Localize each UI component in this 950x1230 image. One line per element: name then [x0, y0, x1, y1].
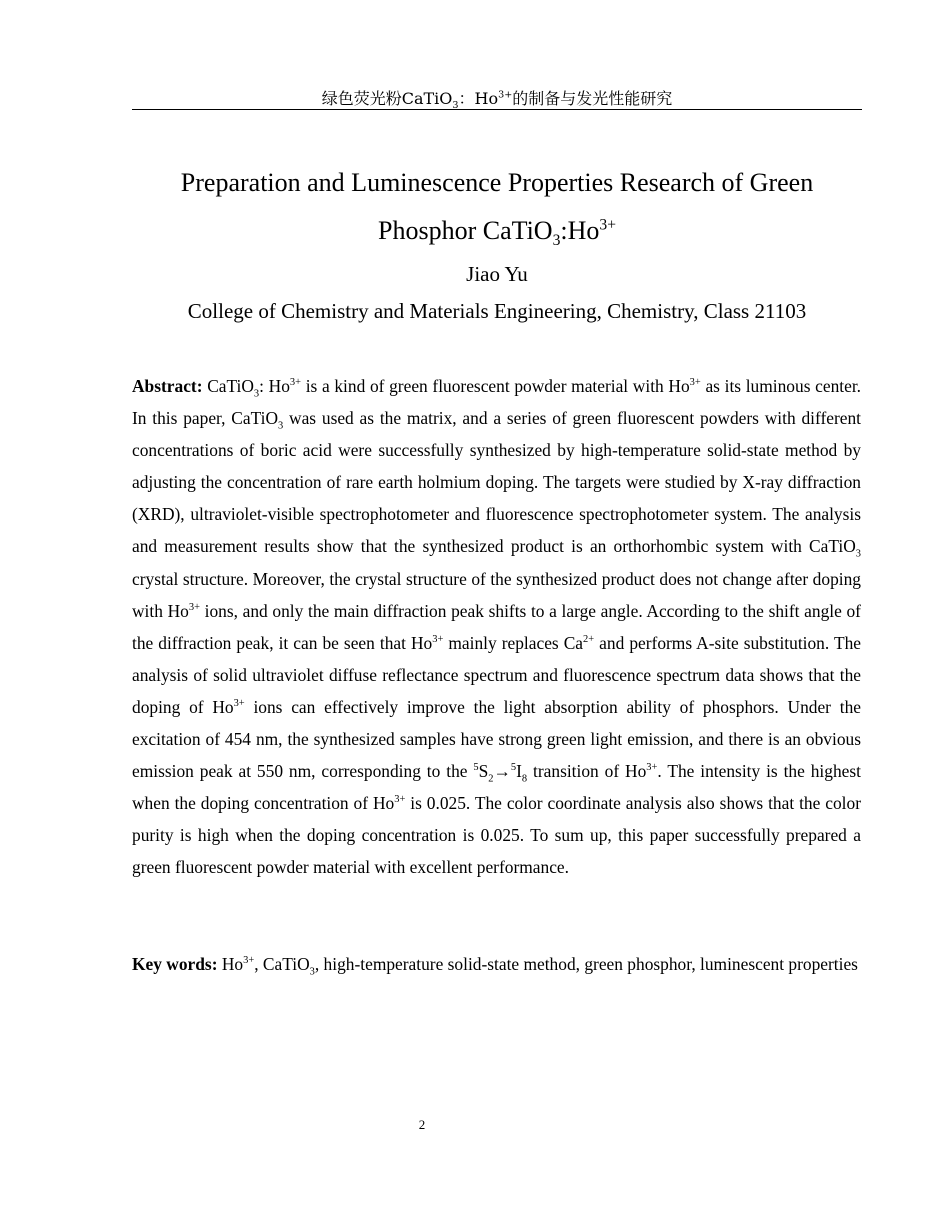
abstract-superscript: 3+ [289, 377, 302, 389]
header-text: ：Ho [458, 89, 499, 108]
keywords-label: Key words: [132, 954, 218, 974]
abstract-subscript: 3 [855, 548, 861, 560]
keywords-subscript: 3 [309, 966, 315, 978]
abstract-superscript: 3+ [188, 601, 200, 613]
running-header [132, 89, 862, 112]
term-symbol: S [478, 761, 489, 782]
affiliation: College of Chemistry and Materials Engineering, Chemistry, Class 21103 [187, 299, 807, 323]
header-subscript: 3 [452, 100, 459, 112]
abstract-subscript: 3 [253, 388, 260, 400]
abstract-superscript: 3+ [394, 794, 406, 806]
header-superscript: 3+ [498, 89, 513, 101]
header-rule [132, 109, 862, 110]
title-text: Phosphor CaTiO [378, 216, 553, 245]
term-subscript: 2 [488, 773, 494, 785]
page-number: 2 [418, 1117, 426, 1132]
author-name: Jiao Yu [466, 262, 528, 286]
abstract-text: is a kind of green fluorescent powder material with Ho [301, 376, 690, 396]
keywords-superscript: 3+ [243, 955, 255, 967]
abstract-paragraph [132, 370, 861, 884]
term-superscript: 5 [510, 762, 517, 774]
abstract-text: . The intensity is the highest when the doping concentration of Ho [132, 761, 861, 814]
abstract-text: mainly replaces Ca [443, 632, 584, 653]
abstract-text: is 0.025. The color coordinate analysis also shows that the color purity is high when the doping concentration is 0.025. To sum up, this paper successfully prepared a green fluorescent powder material with excellent performance. [132, 793, 861, 878]
keywords-text: , high-temperature solid-state method, green phosphor, luminescent properties [314, 954, 858, 974]
abstract-superscript: 3+ [233, 698, 245, 710]
abstract-text: was used as the matrix, and a series of green fluorescent powders with different concentrations of boric acid were successfully synthesized by high-temperature solid-state method by adjusting the concentration of rare earth holmium doping. The targets were studied by X-ray diffraction (XRD), ultraviolet-visible spectrophotometer and fluorescence spectrophotometer system. The analysis and measurement results show that the synthesized product is an orthorhombic system with CaTiO [132, 408, 861, 557]
abstract-text: transition of Ho [527, 761, 647, 782]
term-subscript: 8 [521, 773, 528, 785]
abstract-text: and performs A-site substitution. The analysis of solid ultraviolet diffuse reflectance spectrum and fluorescence spectrum data shows that the doping of Ho [132, 632, 861, 717]
keywords-paragraph [132, 948, 861, 980]
abstract-text: as its luminous center. In this paper, CaTiO [132, 376, 861, 429]
title-superscript: 3+ [599, 216, 616, 234]
abstract-label: Abstract: [132, 376, 203, 396]
abstract-text: : Ho [259, 376, 290, 396]
abstract-superscript: 3+ [689, 377, 701, 389]
keywords-text: Ho [217, 954, 244, 974]
arrow-symbol: → [493, 761, 511, 782]
paper-title [132, 159, 862, 255]
header-text: 的制备与发光性能研究 [512, 89, 673, 108]
title-line-1: Preparation and Luminescence Properties Research of Green [180, 168, 814, 197]
title-line-2 [132, 207, 862, 255]
abstract-text: ions can effectively improve the light absorption ability of phosphors. Under the excitation of 454 nm, the synthesized samples have strong green light emission, and there is an obvious emission peak at 550 nm, corresponding to the [132, 696, 861, 782]
abstract-text: crystal structure. Moreover, the crystal structure of the synthesized product does not change after doping with Ho [132, 568, 861, 621]
abstract-text: ions, and only the main diffraction peak shifts to a large angle. According to the shift angle of the diffraction peak, it can be seen that Ho [132, 600, 861, 653]
title-subscript: 3 [552, 232, 561, 250]
term-superscript: 5 [473, 762, 479, 774]
term-symbol: I [516, 761, 522, 782]
abstract-superscript: 3+ [432, 633, 444, 645]
header-text: 绿色荧光粉CaTiO [321, 89, 453, 108]
keywords-text: , CaTiO [254, 954, 310, 974]
abstract-text: CaTiO [202, 376, 254, 396]
abstract-superscript: 2+ [583, 633, 595, 645]
title-text: :Ho [560, 216, 600, 245]
abstract-superscript: 3+ [646, 762, 658, 774]
abstract-subscript: 3 [278, 420, 284, 432]
